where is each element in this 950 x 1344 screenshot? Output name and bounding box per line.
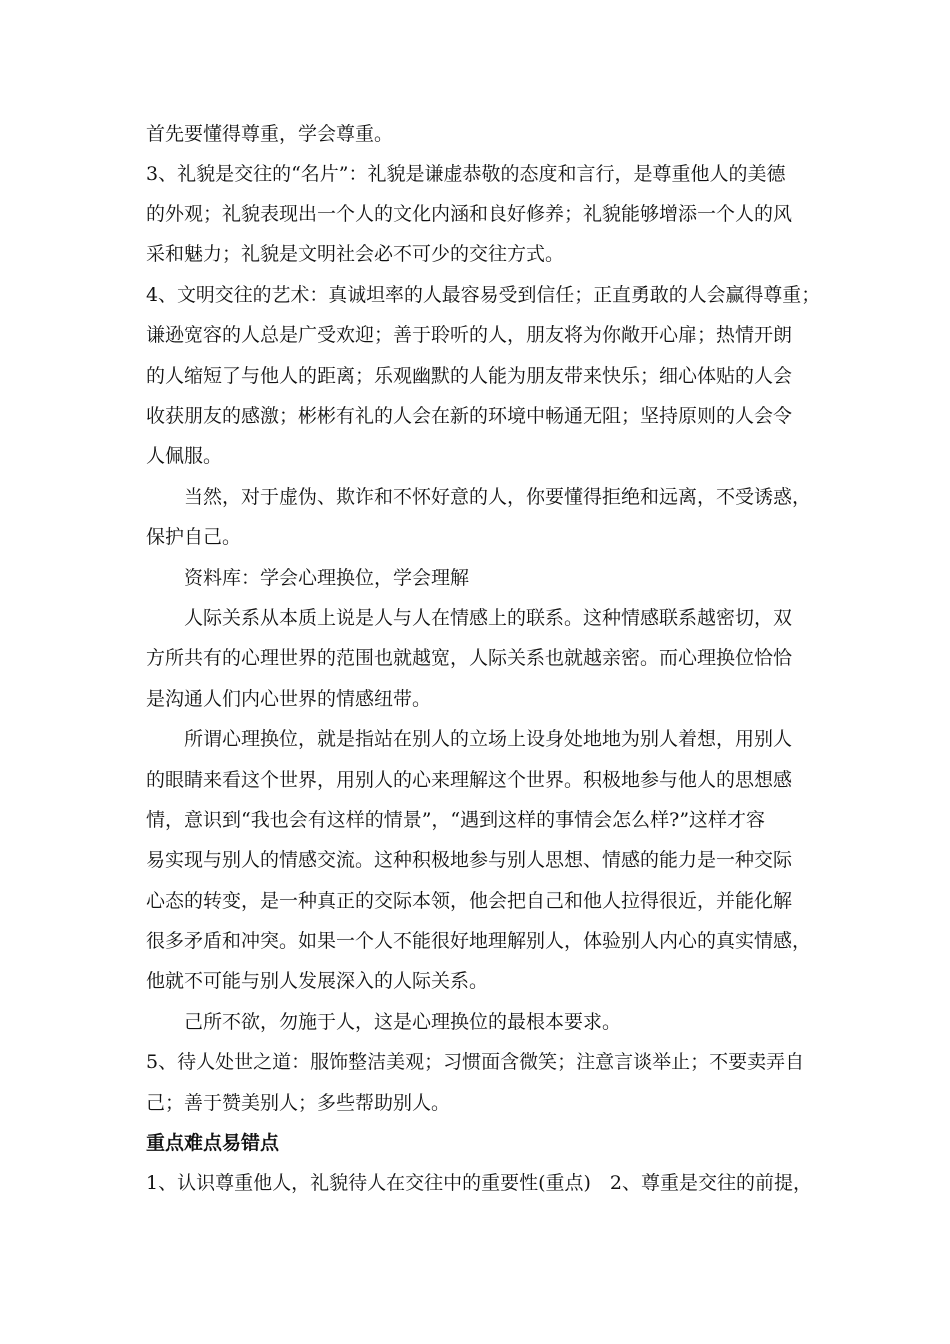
text-line: 方所共有的心理世界的范围也就越宽，人际关系也就越亲密。而心理换位恰恰	[146, 647, 793, 669]
text-line: 他就不可能与别人发展深入的人际关系。	[146, 970, 489, 992]
text-line: 的外观；礼貌表现出一个人的文化内涵和良好修养；礼貌能够增添一个人的风	[146, 203, 793, 225]
text-line: 首先要懂得尊重，学会尊重。	[146, 123, 394, 145]
text-line: 收获朋友的感激；彬彬有礼的人会在新的环境中畅通无阻；坚持原则的人会令	[146, 405, 793, 427]
text-line: 人际关系从本质上说是人与人在情感上的联系。这种情感联系越密切，双	[184, 607, 793, 629]
text-line: 情，意识到“我也会有这样的情景”，“遇到这样的事情会怎么样?”这样才容	[146, 809, 766, 831]
text-line: 资料库：学会心理换位，学会理解	[184, 567, 470, 589]
text-line: 的人缩短了与他人的距离；乐观幽默的人能为朋友带来快乐；细心体贴的人会	[146, 365, 793, 387]
text-line: 5、待人处世之道：服饰整洁美观；习惯面含微笑；注意言谈举止；不要卖弄自	[146, 1051, 805, 1073]
text-line: 谦逊宽容的人总是广受欢迎；善于聆听的人，朋友将为你敞开心扉；热情开朗	[146, 324, 793, 346]
text-line: 很多矛盾和冲突。如果一个人不能很好地理解别人，体验别人内心的真实情感，	[146, 930, 812, 952]
text-line: 己；善于赞美别人；多些帮助别人。	[146, 1092, 451, 1114]
text-line: 易实现与别人的情感交流。这种积极地参与别人思想、情感的能力是一种交际	[146, 849, 793, 871]
text-line: 3、礼貌是交往的“名片”：礼貌是谦虚恭敬的态度和言行，是尊重他人的美德	[146, 163, 786, 185]
section-heading: 重点难点易错点	[146, 1132, 280, 1154]
text-line: 所谓心理换位，就是指站在别人的立场上设身处地地为别人着想，用别人	[184, 728, 793, 750]
text-line: 人佩服。	[146, 445, 223, 467]
text-line: 是沟通人们内心世界的情感纽带。	[146, 688, 432, 710]
text-line: 己所不欲，勿施于人，这是心理换位的最根本要求。	[184, 1011, 622, 1033]
text-line: 4、文明交往的艺术：真诚坦率的人最容易受到信任；正直勇敢的人会赢得尊重；	[146, 284, 821, 306]
text-line: 保护自己。	[146, 526, 242, 548]
text-line: 采和魅力；礼貌是文明社会必不可少的交往方式。	[146, 243, 565, 265]
text-line: 当然，对于虚伪、欺诈和不怀好意的人，你要懂得拒绝和远离，不受诱惑，	[184, 486, 812, 508]
text-line: 1、认识尊重他人，礼貌待人在交往中的重要性(重点) 2、尊重是交往的前提，	[146, 1172, 813, 1194]
text-line: 的眼睛来看这个世界，用别人的心来理解这个世界。积极地参与他人的思想感	[146, 769, 793, 791]
text-line: 心态的转变，是一种真正的交际本领，他会把自己和他人拉得很近，并能化解	[146, 890, 793, 912]
